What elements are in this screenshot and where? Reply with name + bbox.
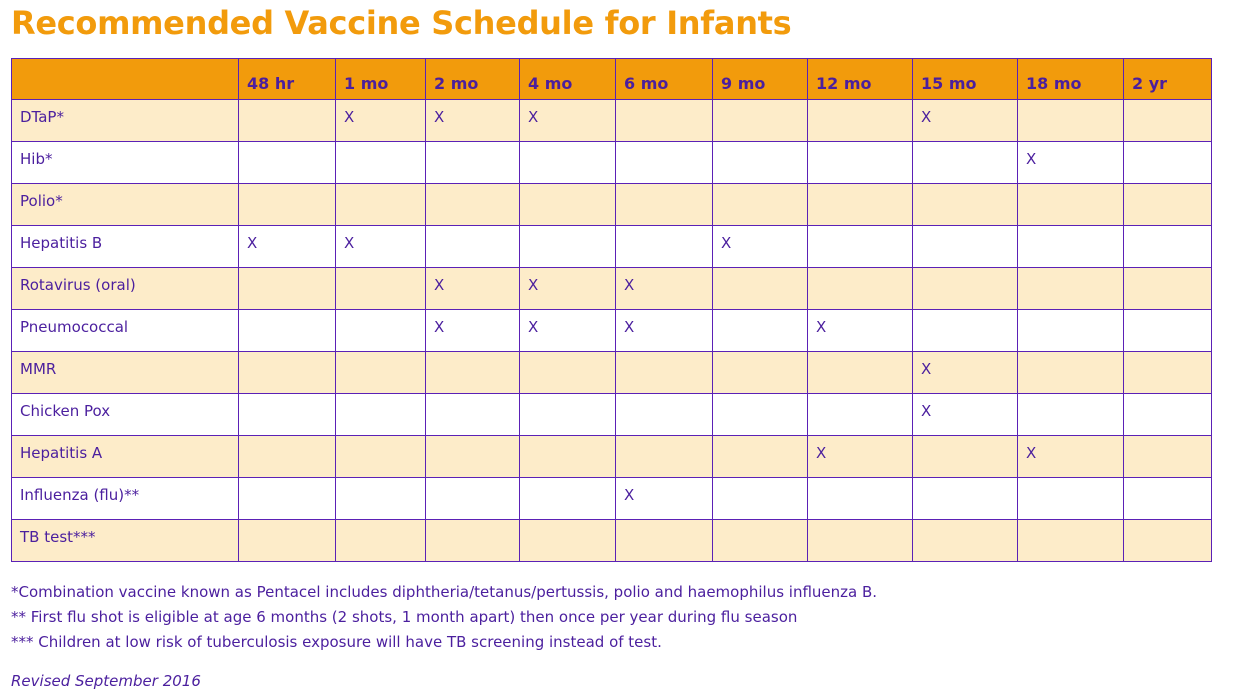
schedule-cell: [520, 394, 616, 436]
schedule-cell: [713, 100, 808, 142]
schedule-cell: [808, 184, 913, 226]
schedule-cell: [336, 142, 426, 184]
schedule-cell: [808, 100, 913, 142]
schedule-cell: [1018, 268, 1124, 310]
schedule-cell: [336, 310, 426, 352]
schedule-cell: [426, 394, 520, 436]
schedule-cell: [616, 226, 713, 268]
schedule-cell: [913, 268, 1018, 310]
schedule-cell: X: [520, 268, 616, 310]
schedule-cell: [808, 394, 913, 436]
schedule-cell: [1124, 226, 1212, 268]
schedule-cell: [913, 478, 1018, 520]
schedule-cell: X: [1018, 436, 1124, 478]
schedule-cell: [239, 142, 336, 184]
schedule-cell: [239, 268, 336, 310]
schedule-cell: [1124, 100, 1212, 142]
schedule-cell: [426, 226, 520, 268]
schedule-cell: [616, 184, 713, 226]
schedule-cell: X: [913, 352, 1018, 394]
schedule-cell: [1018, 100, 1124, 142]
schedule-cell: [1124, 436, 1212, 478]
schedule-cell: [336, 520, 426, 562]
table-row: [12, 100, 1212, 142]
column-header-15mo: 15 mo: [913, 59, 1018, 100]
schedule-cell: [239, 520, 336, 562]
footnote-flu: ** First flu shot is eligible at age 6 months (2 shots, 1 month apart) then once per year during flu season: [11, 608, 798, 626]
column-header-4mo: 4 mo: [520, 59, 616, 100]
table-row: [12, 394, 1212, 436]
schedule-cell: [426, 478, 520, 520]
column-header-9mo: 9 mo: [713, 59, 808, 100]
column-header-48hr: 48 hr: [239, 59, 336, 100]
footnote-pentacel: *Combination vaccine known as Pentacel includes diphtheria/tetanus/pertussis, polio and haemophilus influenza B.: [11, 583, 878, 601]
schedule-cell: [426, 352, 520, 394]
table-row: [12, 352, 1212, 394]
schedule-cell: [713, 184, 808, 226]
schedule-cell: [713, 394, 808, 436]
schedule-cell: X: [616, 478, 713, 520]
schedule-cell: X: [616, 268, 713, 310]
schedule-cell: [426, 520, 520, 562]
schedule-cell: [1124, 268, 1212, 310]
vaccine-name-cell: Rotavirus (oral): [12, 268, 239, 310]
schedule-cell: [239, 478, 336, 520]
table-row: [12, 478, 1212, 520]
schedule-cell: [616, 352, 713, 394]
schedule-cell: [1124, 142, 1212, 184]
schedule-cell: [808, 226, 913, 268]
column-header-6mo: 6 mo: [616, 59, 713, 100]
table-row: [12, 310, 1212, 352]
vaccine-name-cell: TB test***: [12, 520, 239, 562]
schedule-cell: [426, 436, 520, 478]
schedule-cell: X: [713, 226, 808, 268]
column-header-2mo: 2 mo: [426, 59, 520, 100]
schedule-cell: [336, 436, 426, 478]
schedule-cell: [808, 352, 913, 394]
footnotes: [11, 580, 877, 655]
schedule-cell: [520, 352, 616, 394]
schedule-cell: [913, 520, 1018, 562]
table-row: [12, 436, 1212, 478]
schedule-cell: X: [239, 226, 336, 268]
schedule-cell: [913, 436, 1018, 478]
schedule-cell: [913, 310, 1018, 352]
schedule-cell: [808, 478, 913, 520]
schedule-cell: [616, 436, 713, 478]
schedule-cell: X: [426, 100, 520, 142]
schedule-cell: [520, 184, 616, 226]
footnote-tb: *** Children at low risk of tuberculosis exposure will have TB screening instead of test.: [11, 633, 662, 651]
vaccine-name-cell: Pneumococcal: [12, 310, 239, 352]
schedule-cell: [520, 520, 616, 562]
vaccine-name-cell: Hepatitis B: [12, 226, 239, 268]
table-row: [12, 268, 1212, 310]
vaccine-name-cell: MMR: [12, 352, 239, 394]
schedule-cell: X: [426, 310, 520, 352]
schedule-cell: [239, 310, 336, 352]
table-row: [12, 520, 1212, 562]
schedule-cell: [1018, 478, 1124, 520]
vaccine-name-cell: Influenza (flu)**: [12, 478, 239, 520]
schedule-cell: X: [913, 394, 1018, 436]
schedule-cell: [1018, 184, 1124, 226]
schedule-cell: [426, 184, 520, 226]
schedule-cell: X: [808, 310, 913, 352]
schedule-cell: [1018, 520, 1124, 562]
schedule-cell: [239, 100, 336, 142]
schedule-cell: [239, 184, 336, 226]
schedule-cell: X: [520, 310, 616, 352]
vaccine-name-cell: Chicken Pox: [12, 394, 239, 436]
schedule-cell: [713, 310, 808, 352]
schedule-cell: [1018, 352, 1124, 394]
schedule-cell: [336, 394, 426, 436]
column-header-1mo: 1 mo: [336, 59, 426, 100]
schedule-cell: [520, 226, 616, 268]
schedule-cell: [713, 142, 808, 184]
schedule-cell: [1018, 394, 1124, 436]
table-body: [12, 100, 1212, 562]
table-header-row: [12, 59, 1212, 100]
table-row: [12, 184, 1212, 226]
schedule-cell: X: [426, 268, 520, 310]
schedule-cell: [616, 100, 713, 142]
vaccine-name-cell: DTaP*: [12, 100, 239, 142]
schedule-cell: X: [1018, 142, 1124, 184]
schedule-cell: [808, 520, 913, 562]
column-header-2yr: 2 yr: [1124, 59, 1212, 100]
schedule-cell: X: [808, 436, 913, 478]
schedule-cell: [239, 436, 336, 478]
schedule-cell: [616, 142, 713, 184]
schedule-cell: [616, 394, 713, 436]
schedule-cell: [336, 478, 426, 520]
vaccine-name-cell: Polio*: [12, 184, 239, 226]
schedule-cell: [808, 268, 913, 310]
schedule-cell: [1018, 310, 1124, 352]
schedule-cell: X: [520, 100, 616, 142]
schedule-cell: [1124, 520, 1212, 562]
schedule-cell: [239, 394, 336, 436]
schedule-cell: [616, 520, 713, 562]
table-row: [12, 142, 1212, 184]
schedule-cell: [520, 478, 616, 520]
table-row: [12, 226, 1212, 268]
schedule-cell: X: [336, 226, 426, 268]
schedule-cell: X: [913, 100, 1018, 142]
schedule-cell: [1018, 226, 1124, 268]
schedule-cell: [336, 268, 426, 310]
schedule-cell: [913, 226, 1018, 268]
schedule-cell: [520, 436, 616, 478]
schedule-cell: [1124, 352, 1212, 394]
schedule-cell: [913, 142, 1018, 184]
revised-date: Revised September 2016: [11, 672, 201, 690]
schedule-cell: [713, 436, 808, 478]
schedule-cell: [713, 352, 808, 394]
schedule-cell: [713, 520, 808, 562]
column-header-12mo: 12 mo: [808, 59, 913, 100]
vaccine-schedule-table: [11, 58, 1212, 562]
schedule-cell: [713, 478, 808, 520]
schedule-cell: [1124, 394, 1212, 436]
page-title: Recommended Vaccine Schedule for Infants: [11, 4, 792, 42]
schedule-cell: [1124, 478, 1212, 520]
column-header-18mo: 18 mo: [1018, 59, 1124, 100]
vaccine-name-cell: Hib*: [12, 142, 239, 184]
vaccine-name-cell: Hepatitis A: [12, 436, 239, 478]
header-corner-cell: [12, 59, 239, 100]
schedule-cell: [239, 352, 336, 394]
schedule-cell: [426, 142, 520, 184]
schedule-cell: [1124, 310, 1212, 352]
schedule-cell: [808, 142, 913, 184]
schedule-cell: X: [616, 310, 713, 352]
schedule-cell: [520, 142, 616, 184]
schedule-cell: [336, 352, 426, 394]
schedule-cell: [913, 184, 1018, 226]
schedule-cell: [1124, 184, 1212, 226]
schedule-cell: [713, 268, 808, 310]
schedule-cell: [336, 184, 426, 226]
schedule-cell: X: [336, 100, 426, 142]
